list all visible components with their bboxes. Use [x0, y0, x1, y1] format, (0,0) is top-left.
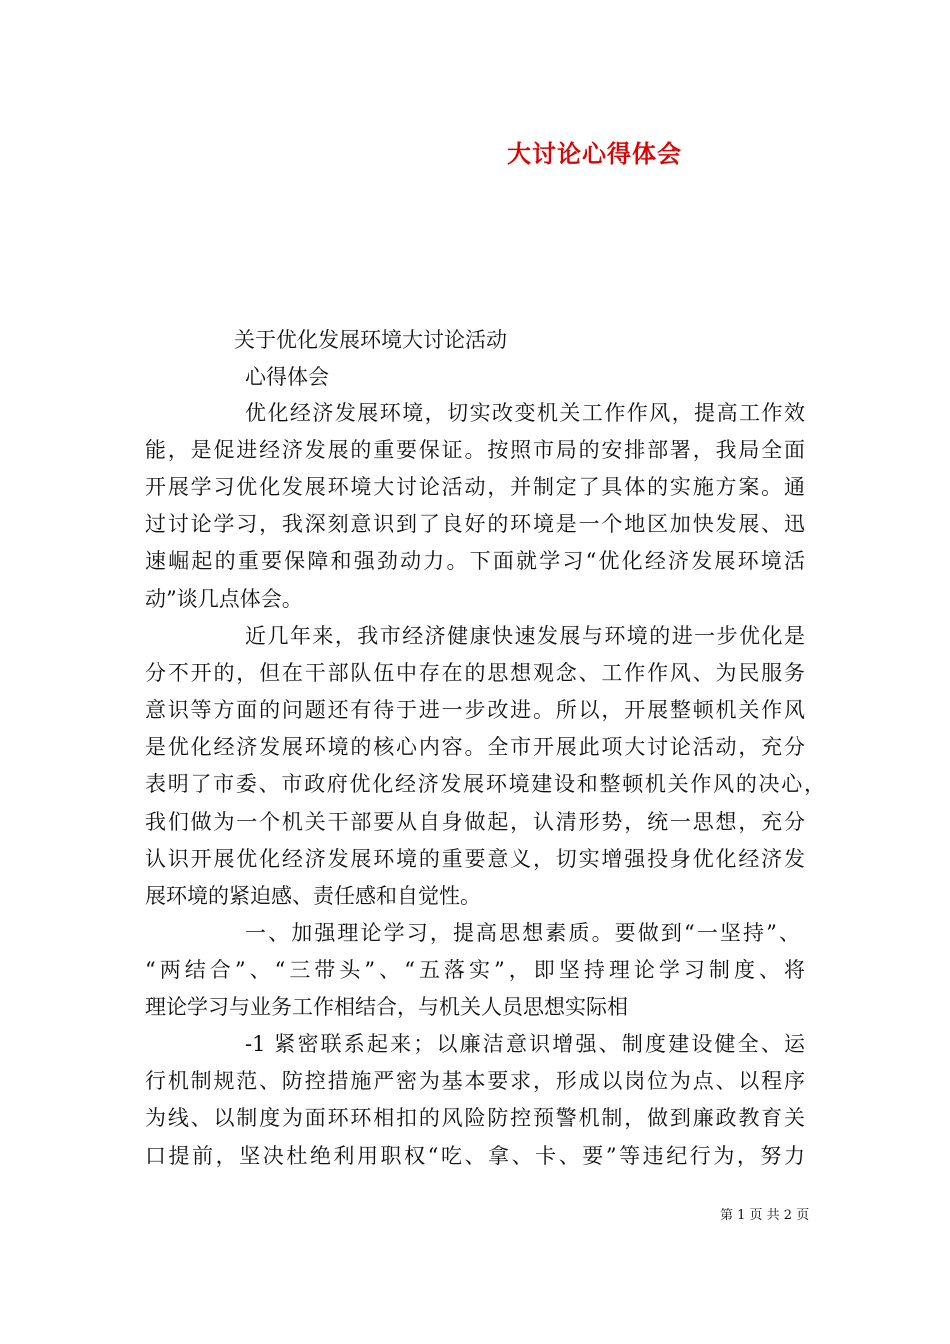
paragraph-line: 过讨论学习，我深刻意识到了良好的环境是一个地区加快发展、迅	[145, 512, 805, 536]
subtitle-line-1: 关于优化发展环境大讨论活动	[234, 328, 507, 352]
paragraph-line: 是优化经济发展环境的核心内容。全市开展此项大讨论活动，充分	[145, 735, 805, 759]
paragraph-line: 动”谈几点体会。	[145, 587, 303, 611]
paragraph-line: 能，是促进经济发展的重要保证。按照市局的安排部署，我局全面	[145, 438, 805, 462]
paragraph-line: 认识开展优化经济发展环境的重要意义，切实增强投身优化经济发	[145, 847, 805, 871]
subtitle-line-2: 心得体会	[245, 365, 329, 389]
paragraph-line: 意识等方面的问题还有待于进一步改进。所以，开展整顿机关作风	[145, 698, 805, 722]
paragraph-line: 近几年来，我市经济健康快速发展与环境的进一步优化是	[245, 624, 805, 648]
paragraph-line: 优化经济发展环境，切实改变机关工作作风，提高工作效	[245, 401, 805, 425]
paragraph-line: 理论学习与业务工作相结合，与机关人员思想实际相	[145, 995, 628, 1019]
paragraph-line: “两结合”、“三带头”、“五落实”，即坚持理论学习制度、将	[145, 958, 805, 982]
paragraph-line: 开展学习优化发展环境大讨论活动，并制定了具体的实施方案。通	[145, 475, 805, 499]
paragraph-line: 速崛起的重要保障和强劲动力。下面就学习“优化经济发展环境活	[145, 549, 805, 573]
paragraph-line: 我们做为一个机关干部要从自身做起，认清形势，统一思想，充分	[145, 810, 805, 834]
paragraph-line: -1 紧密联系起来；以廉洁意识增强、制度建设健全、运	[245, 1032, 805, 1056]
document-title: 大讨论心得体会	[507, 139, 682, 168]
paragraph-line: 行机制规范、防控措施严密为基本要求，形成以岗位为点、以程序	[145, 1069, 805, 1093]
paragraph-line: 一、加强理论学习，提高思想素质。要做到“一坚持”、	[245, 921, 800, 945]
page-number: 第 1 页 共 2 页	[720, 1208, 810, 1223]
paragraph-line: 分不开的，但在干部队伍中存在的思想观念、工作作风、为民服务	[145, 661, 805, 685]
paragraph-line: 表明了市委、市政府优化经济发展环境建设和整顿机关作风的决心，	[145, 772, 825, 796]
paragraph-line: 口提前，坚决杜绝利用职权“吃、拿、卡、要”等违纪行为，努力	[145, 1144, 805, 1168]
paragraph-line: 展环境的紧迫感、责任感和自觉性。	[145, 884, 481, 908]
paragraph-line: 为线、以制度为面环环相扣的风险防控预警机制，做到廉政教育关	[145, 1106, 805, 1130]
